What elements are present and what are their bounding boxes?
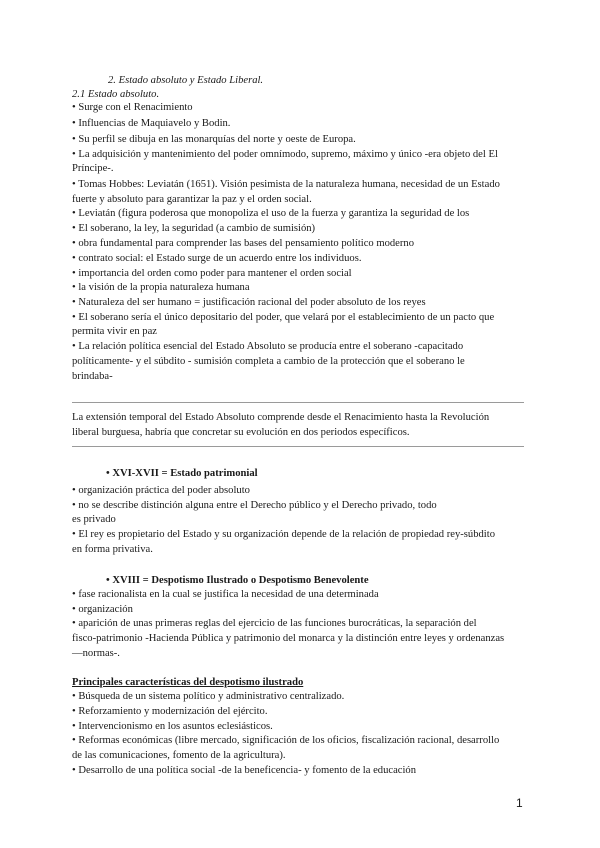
list-item: • aparición de unas primeras reglas del ejercicio de las funciones burocráticas, la separación del: [72, 618, 477, 629]
list-item: • fase racionalista en la cual se justifica la necesidad de una determinada: [72, 589, 379, 600]
list-item: permita vivir en paz: [72, 326, 158, 337]
list-item: • La relación política esencial del Estado Absoluto se producía entre el soberano -capacitado: [72, 341, 464, 352]
list-item: • Leviatán (figura poderosa que monopoliza el uso de la fuerza y garantiza la seguridad de los: [72, 208, 470, 219]
page-number: 1: [516, 796, 523, 810]
list-item: • Reformas económicas (libre mercado, significación de los oficios, fiscalización racional, desarrollo: [72, 735, 500, 746]
section-heading: 2. Estado absoluto y Estado Liberal.: [108, 75, 264, 86]
list-item: • Tomas Hobbes: Leviatán (1651). Visión pesimista de la naturaleza humana, necesidad de un Estado: [72, 179, 500, 190]
list-item: de las comunicaciones, fomento de la agricultura).: [72, 750, 286, 761]
list-item: • organización práctica del poder absoluto: [72, 485, 250, 496]
list-item: • Reforzamiento y modernización del ejército.: [72, 706, 268, 717]
period1-title: • XVI-XVII = Estado patrimonial: [106, 468, 258, 479]
list-item: • La adquisición y mantenimiento del poder omnímodo, supremo, máximo y único -era objeto del El: [72, 149, 498, 160]
list-item: • Búsqueda de un sistema político y administrativo centralizado.: [72, 691, 345, 702]
list-item: • Desarrollo de una política social -de la beneficencia- y fomento de la educación: [72, 765, 417, 776]
list-item: • obra fundamental para comprender las bases del pensamiento político moderno: [72, 238, 415, 249]
list-item: • la visión de la propia naturaleza humana: [72, 282, 250, 293]
list-item: fisco-patrimonio -Hacienda Pública y patrimonio del monarca y la distinción entre leyes y ordenanzas: [72, 633, 505, 644]
list-item: políticamente- y el súbdito - sumisión completa a cambio de la protección que el soberano le: [72, 356, 465, 367]
list-item: es privado: [72, 514, 116, 525]
list-item: • Su perfil se dibuja en las monarquías del norte y oeste de Europa.: [72, 134, 356, 145]
list-item: • El rey es propietario del Estado y su organización depende de la relación de propiedad rey-súbdito: [72, 529, 495, 540]
list-item: • Surge con el Renacimiento: [72, 102, 193, 113]
list-item: • organización: [72, 604, 133, 615]
list-item: fuerte y absoluto para garantizar la paz y el orden social.: [72, 194, 312, 205]
characteristics-title: Principales características del despotismo ilustrado: [72, 677, 304, 688]
list-item: Príncipe-.: [72, 163, 114, 174]
list-item: • El soberano sería el único depositario del poder, que velará por el establecimiento de un pacto que: [72, 312, 495, 323]
divider-top: [72, 402, 524, 403]
boxed-paragraph-line: liberal burguesa, habría que concretar su evolución en dos periodos específicos.: [72, 427, 410, 438]
list-item: en forma privativa.: [72, 544, 153, 555]
list-item: • Influencias de Maquiavelo y Bodin.: [72, 118, 231, 129]
subsection-heading: 2.1 Estado absoluto.: [72, 89, 160, 100]
list-item: —normas-.: [72, 648, 120, 659]
list-item: • El soberano, la ley, la seguridad (a cambio de sumisión): [72, 223, 316, 234]
period2-title: • XVIII = Despotismo Ilustrado o Despotismo Benevolente: [106, 575, 369, 586]
list-item: • Intervencionismo en los asuntos eclesiásticos.: [72, 721, 273, 732]
divider-bottom: [72, 446, 524, 447]
list-item: brindaba-: [72, 371, 113, 382]
list-item: • no se describe distinción alguna entre el Derecho público y el Derecho privado, todo: [72, 500, 437, 511]
list-item: • Naturaleza del ser humano = justificación racional del poder absoluto de los reyes: [72, 297, 426, 308]
list-item: • contrato social: el Estado surge de un acuerdo entre los individuos.: [72, 253, 362, 264]
boxed-paragraph-line: La extensión temporal del Estado Absoluto comprende desde el Renacimiento hasta la Revolución: [72, 412, 490, 423]
list-item: • importancia del orden como poder para mantener el orden social: [72, 268, 352, 279]
